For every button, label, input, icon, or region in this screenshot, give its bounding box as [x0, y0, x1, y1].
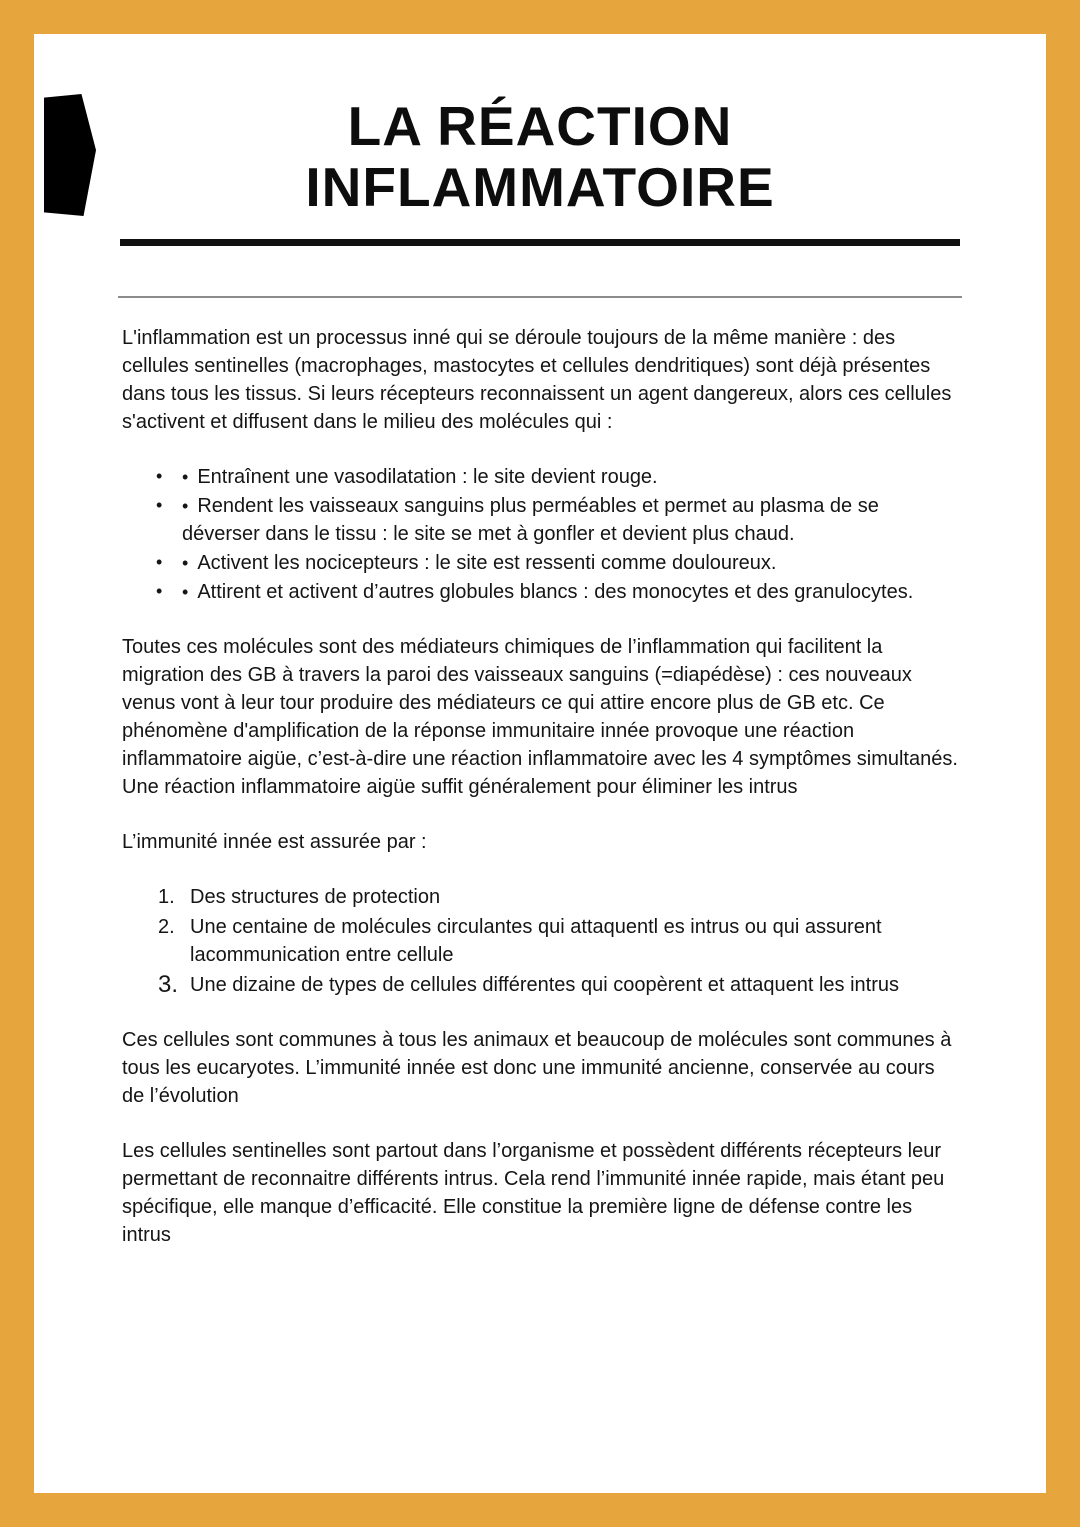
numbered-item-text: Une centaine de molécules circulantes qui attaquentl es intrus ou qui assurent lacommunication entre cellule — [190, 916, 882, 966]
bullet-text: Activent les nocicepteurs : le site est ressenti comme douloureux. — [197, 552, 777, 574]
page-title-line-2: INFLAMMATOIRE — [305, 155, 775, 218]
immunity-intro-paragraph: L’immunité innée est assurée par : — [122, 831, 427, 853]
immunity-numbered-list — [122, 883, 960, 999]
bullet-item-text — [182, 492, 960, 548]
bullet-text: Attirent et activent d’autres globules blancs : des monocytes et des granulocytes. — [197, 581, 914, 603]
page-header — [34, 96, 1046, 217]
list-item — [156, 578, 960, 606]
bullet-icon: • — [156, 466, 163, 486]
list-number: 2. — [158, 916, 175, 938]
document-body — [122, 324, 960, 1249]
symptoms-bullet-list — [122, 463, 960, 606]
bullet-icon: • — [156, 581, 163, 601]
bullet-icon: • — [182, 496, 189, 516]
bullet-icon: • — [156, 495, 163, 515]
numbered-item-text: Une dizaine de types de cellules différentes qui coopèrent et attaquent les intrus — [190, 974, 899, 996]
list-item — [158, 913, 960, 969]
list-item — [156, 463, 960, 491]
list-item — [158, 883, 960, 911]
section-divider-rule — [118, 296, 962, 298]
bullet-text: Rendent les vaisseaux sanguins plus perméables et permet au plasma de se déverser dans le tissu : le site se met à gonfler et devient plus chaud. — [182, 495, 879, 545]
page-title-line-1: LA RÉACTION — [347, 95, 733, 157]
mediators-paragraph: Toutes ces molécules sont des médiateurs chimiques de l’inflammation qui facilitent la migration des GB à travers la paroi des vaisseaux sanguins (=diapédèse) : ces nouveaux venus vont à leur tour produire des médiateurs ce qui attire encore plus de GB etc. Ce phénomène d'amplification de la réponse immunitaire innée provoque une réaction inflammatoire aigüe, c’est-à-dire une réaction inflammatoire avec les 4 symptômes simultanés. Une réaction inflammatoire aigüe suffit généralement pour éliminer les intrus — [122, 636, 958, 798]
bullet-item-text — [182, 463, 960, 491]
common-cells-paragraph: Ces cellules sont communes à tous les animaux et beaucoup de molécules sont communes à tous les eucaryotes. L’immunité innée est donc une immunité ancienne, conservée au cours de l’évolution — [122, 1029, 952, 1107]
bullet-item-text — [182, 578, 960, 606]
numbered-item-text: Des structures de protection — [190, 886, 441, 908]
bullet-icon: • — [182, 582, 189, 602]
list-item — [158, 971, 960, 999]
list-number: 1. — [158, 886, 175, 908]
list-item — [156, 549, 960, 577]
bullet-icon: • — [156, 552, 163, 572]
sentinel-cells-paragraph: Les cellules sentinelles sont partout dans l’organisme et possèdent différents récepteurs leur permettant de reconnaitre différents intrus. Cela rend l’immunité innée rapide, mais étant peu spécifique, elle manque d’efficacité. Elle constitue la première ligne de défense contre les intrus — [122, 1140, 945, 1246]
title-underline-rule — [120, 239, 960, 246]
bullet-icon: • — [182, 467, 189, 487]
intro-paragraph: L'inflammation est un processus inné qui se déroule toujours de la même manière : des cellules sentinelles (macrophages, mastocytes et cellules dendritiques) sont déjà présentes dans tous les tissus. Si leurs récepteurs reconnaissent un agent dangereux, alors ces cellules s'activent et diffusent dans le milieu des molécules qui : — [122, 327, 952, 433]
bullet-text: Entraînent une vasodilatation : le site devient rouge. — [197, 466, 658, 488]
bullet-item-text — [182, 549, 960, 577]
list-item — [156, 492, 960, 548]
list-number: 3. — [158, 971, 179, 998]
bullet-icon: • — [182, 553, 189, 573]
